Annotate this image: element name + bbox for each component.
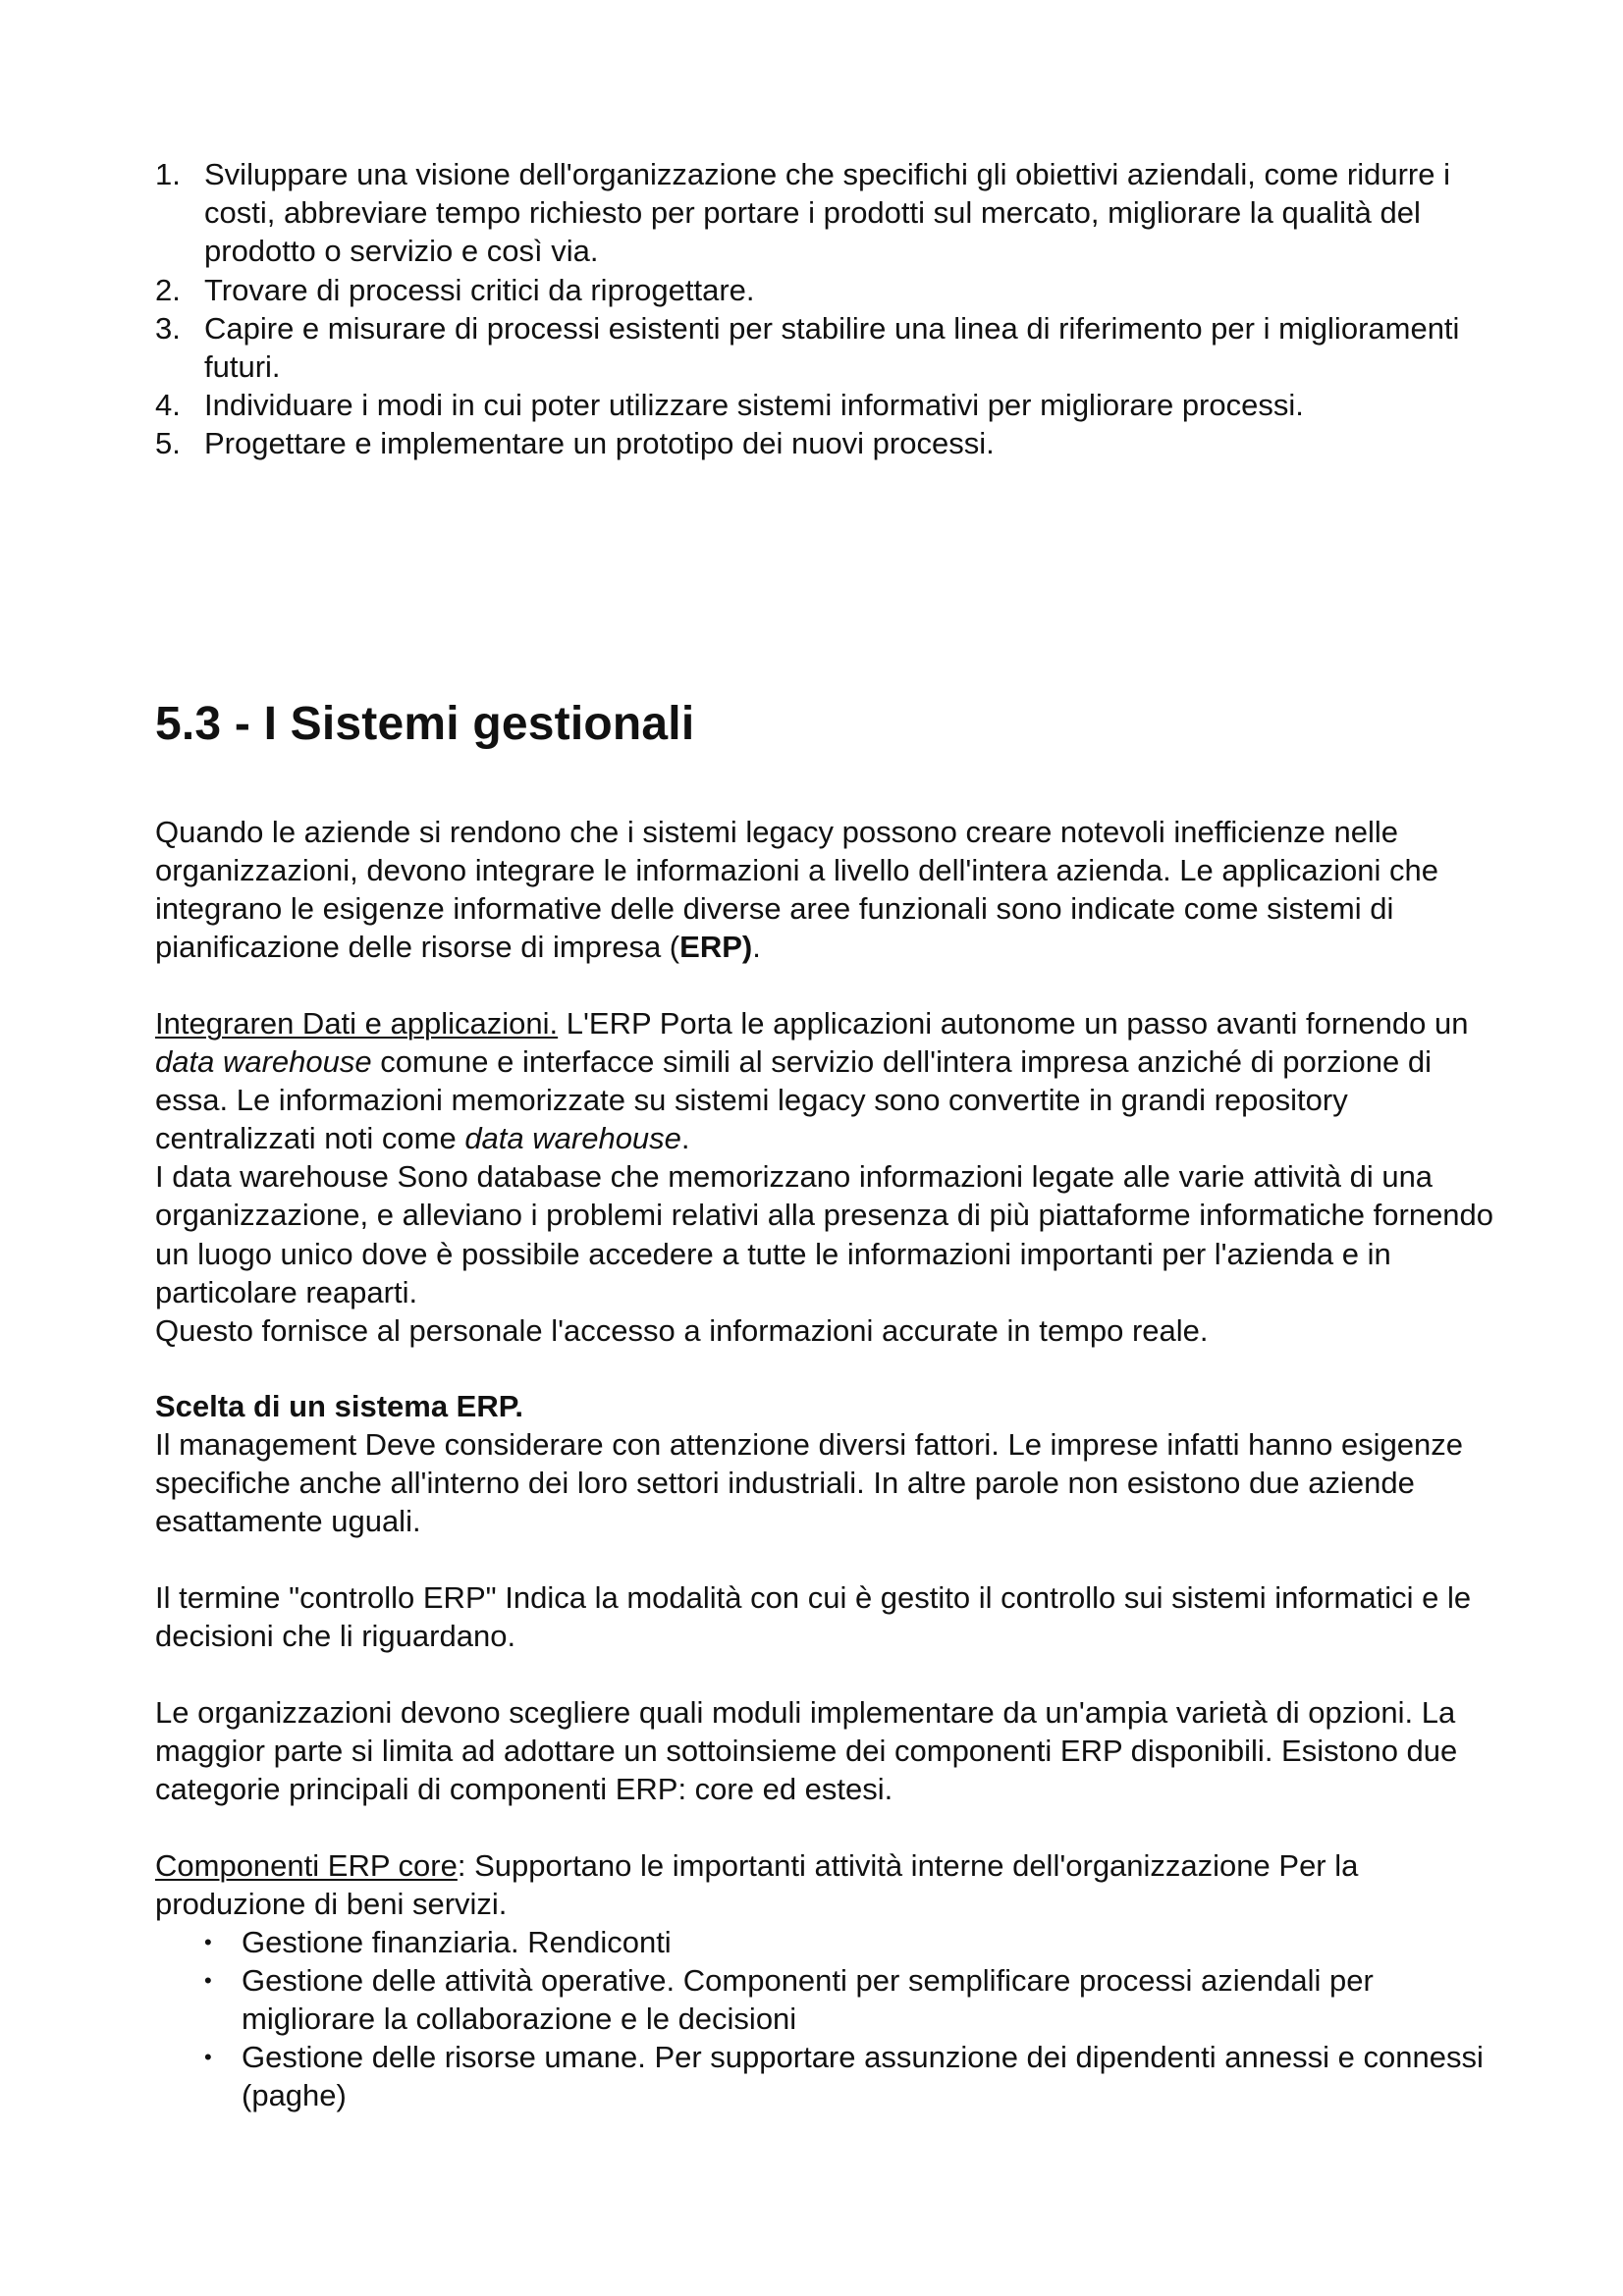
bullet-text: Gestione delle risorse umane. Per supportare assunzione dei dipendenti annessi e connessi (paghe) (242, 2040, 1484, 2113)
bullet-text: Gestione finanziaria. Rendiconti (242, 1925, 672, 1959)
paragraph-text: Questo fornisce al personale l'accesso a informazioni accurate in tempo reale. (155, 1312, 1209, 1348)
paragraph-modules: Le organizzazioni devono scegliere quali moduli implementare da un'ampia varietà di opzioni. La maggior parte si limita ad adottare un sottoinsieme dei componenti ERP disponibili. Esistono due categorie principali di componenti ERP: core ed estesi. (155, 1695, 1458, 1807)
core-components-title: Componenti ERP core (155, 1848, 458, 1883)
paragraph-text: I data warehouse Sono database che memorizzano informazioni legate alle varie attività di una organizzazione, e alleviano i problemi relativi alla presenza di più piattaforme informatiche fornendo un luogo unico dove è possibile accedere a tutte le informazioni importanti per l'azienda e in particolare reaparti. (155, 1159, 1494, 1309)
paragraph-text: . (680, 1121, 690, 1156)
list-item (155, 386, 1500, 424)
paragraph-end: . (752, 930, 761, 965)
bullet-item (204, 1923, 1500, 1961)
paragraph-integration (155, 1004, 1500, 1350)
list-item (155, 155, 1500, 270)
bullet-icon: • (204, 1930, 212, 1954)
erp-choice-title: Scelta di un sistema ERP. (155, 1389, 524, 1423)
list-number: 4. (155, 388, 181, 422)
bullet-item (204, 1961, 1500, 2038)
data-warehouse-term: data warehouse (464, 1121, 681, 1156)
list-number: 5. (155, 426, 181, 460)
list-number: 3. (155, 311, 181, 346)
integration-title: Integraren Dati e applicazioni. (155, 1006, 559, 1041)
list-text: Trovare di processi critici da riprogettare. (204, 273, 755, 307)
section-heading: 5.3 - I Sistemi gestionali (155, 698, 695, 750)
paragraph-intro (155, 813, 1500, 966)
paragraph-erp-control: Il termine "controllo ERP" Indica la modalità con cui è gestito il controllo sui sistemi informatici e le decisioni che li riguardano. (155, 1580, 1472, 1654)
bullet-icon: • (204, 2045, 212, 2069)
paragraph-text: L'ERP Porta le applicazioni autonome un passo avanti fornendo un (558, 1006, 1469, 1041)
list-text: Capire e misurare di processi esistenti per stabilire una linea di riferimento per i miglioramenti futuri. (204, 311, 1460, 385)
bullet-item (204, 2038, 1500, 2114)
list-item (155, 271, 1500, 309)
data-warehouse-term: data warehouse (155, 1044, 372, 1080)
bullet-text: Gestione delle attività operative. Componenti per semplificare processi aziendali per migliorare la collaborazione e le decisioni (242, 1963, 1374, 2037)
list-item (155, 424, 1500, 462)
paragraph-text: : Supportano le importanti attività interne dell'organizzazione Per la produzione di beni servizi. (155, 1848, 1359, 1922)
paragraph-text: Il management Deve considerare con attenzione diversi fattori. Le imprese infatti hanno esigenze specifiche anche all'interno dei loro settori industriali. In altre parole non esistono due aziende esattamente uguali. (155, 1427, 1464, 1539)
list-text: Individuare i modi in cui poter utilizzare sistemi informativi per migliorare processi. (204, 388, 1304, 422)
bullet-icon: • (204, 1968, 212, 1993)
list-text: Progettare e implementare un prototipo dei nuovi processi. (204, 426, 995, 460)
paragraph-erp-choice (155, 1387, 1500, 1540)
list-number: 1. (155, 157, 181, 191)
list-text: Sviluppare una visione dell'organizzazione che specifichi gli obiettivi aziendali, come ridurre i costi, abbreviare tempo richiesto per portare i prodotti sul mercato, migliorare la qualità del prodotto o servizio e così via. (204, 157, 1450, 269)
list-number: 2. (155, 273, 181, 307)
paragraph-text: Quando le aziende si rendono che i sistemi legacy possono creare notevoli inefficienze nelle organizzazioni, devono integrare le informazioni a livello dell'intera azienda. Le applicazioni che integrano le esigenze informative delle diverse aree funzionali sono indicate come sistemi di pianificazione delle risorse di impresa ( (155, 815, 1438, 965)
list-item (155, 309, 1500, 386)
paragraph-text: comune e interfacce simili al servizio dell'intera impresa anziché di porzione di essa. Le informazioni memorizzate su sistemi legacy sono convertite in grandi repository centralizzati noti come (155, 1044, 1432, 1156)
paragraph-core-components (155, 1846, 1500, 1923)
erp-bold: ERP) (679, 930, 753, 965)
